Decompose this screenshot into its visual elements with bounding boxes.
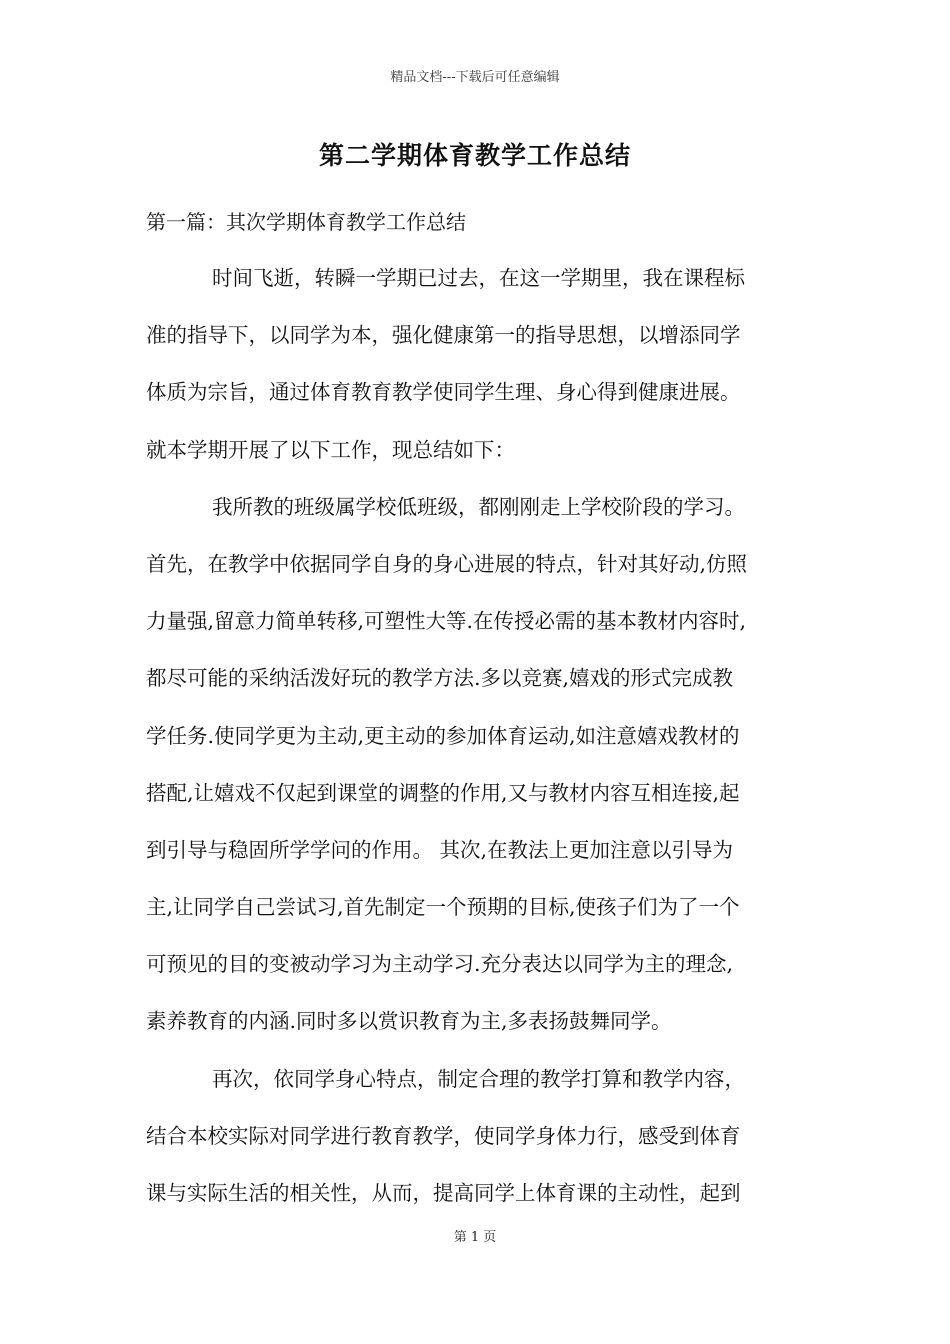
body-text-line: 时间飞逝，转瞬一学期已过去，在这一学期里，我在课程标 [212,266,745,290]
body-text-line: 学任务.使同学更为主动,更主动的参加体育运动,如注意嬉戏教材的 [146,723,740,748]
body-text-line: 我所教的班级属学校低班级，都刚刚走上学校阶段的学习。 [212,494,745,519]
document-body [146,262,808,1234]
section-subtitle: 第一篇：其次学期体育教学工作总结 [146,210,466,234]
body-text-line: 结合本校实际对同学进行教育教学，使同学身体力行，感受到体育 [146,1123,741,1148]
body-text-line: 再次，依同学身心特点，制定合理的教学打算和教学内容， [212,1066,745,1091]
page-number: 第 1 页 [453,1230,497,1245]
body-text-line: 主,让同学自己尝试习,首先制定一个预期的目标,使孩子们为了一个 [146,895,740,920]
body-text-line: 首先，在教学中依据同学自身的身心进展的特点，针对其好动,仿照 [146,551,748,576]
body-text-line: 搭配,让嬉戏不仅起到课堂的调整的作用,又与教材内容互相连接,起 [146,780,740,805]
body-text-line: 准的指导下，以同学为本，强化健康第一的指导思想，以增添同学 [146,323,741,348]
body-text-line: 体质为宗旨，通过体育教育教学使同学生理、身心得到健康进展。 [146,380,741,405]
body-text-line: 素养教育的内涵.同时多以赏识教育为主,多表扬鼓舞同学。 [146,1009,672,1034]
body-text-line: 课与实际生活的相关性，从而，提高同学上体育课的主动性，起到 [146,1181,741,1205]
body-text-line: 力量强,留意力简单转移,可塑性大等.在传授必需的基本教材内容时, [146,609,747,634]
body-text-line: 可预见的目的变被动学习为主动学习.充分表达以同学为主的理念, [146,952,734,977]
header-note: 精品文档---下载后可任意编辑 [390,70,560,85]
body-text-line: 到引导与稳固所学学问的作用。 其次,在教法上更加注意以引导为 [146,837,734,862]
body-text-line: 就本学期开展了以下工作，现总结如下： [146,437,515,462]
document-title: 第二学期体育教学工作总结 [318,141,631,170]
body-text-line: 都尽可能的采纳活泼好玩的教学方法.多以竞赛,嬉戏的形式完成教 [146,666,734,691]
